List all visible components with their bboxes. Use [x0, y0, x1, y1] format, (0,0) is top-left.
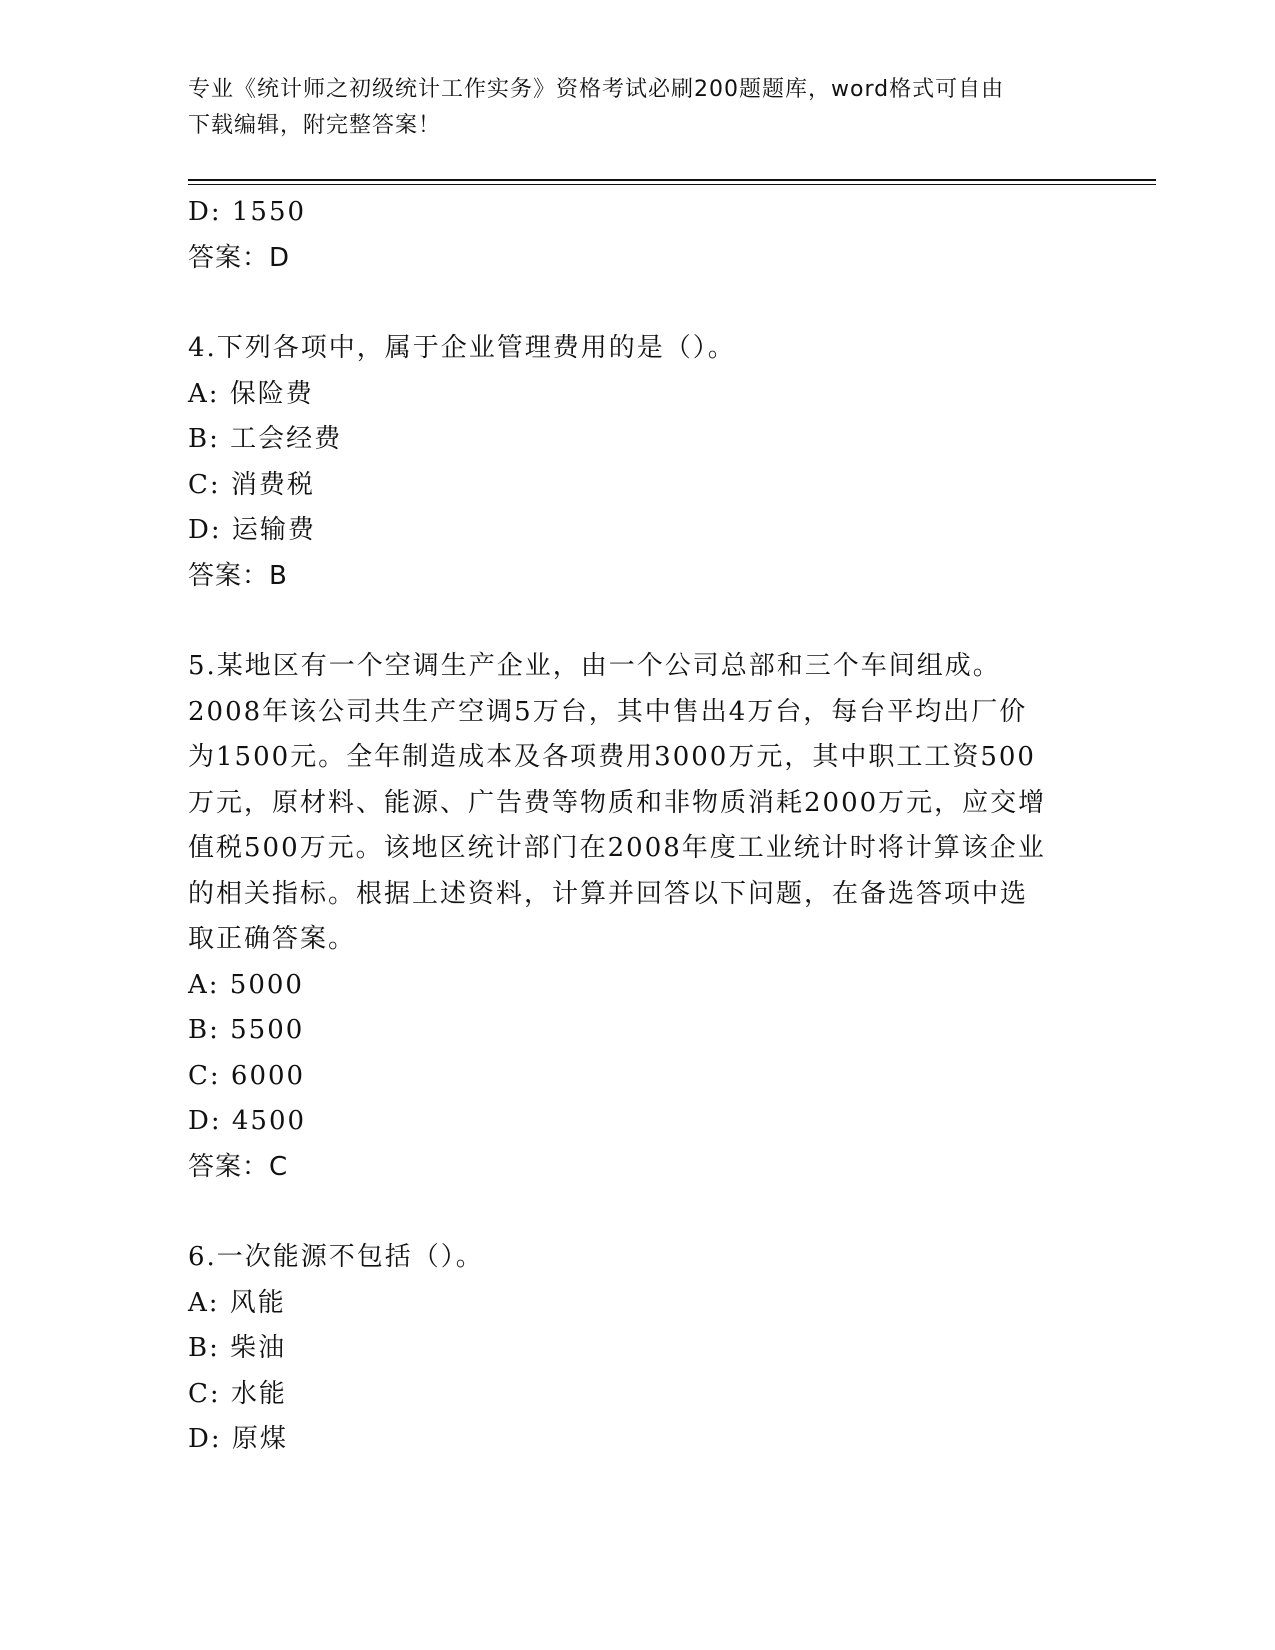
q5-option-d: D: 4500 [188, 1106, 307, 1136]
header-divider-thin [188, 184, 1156, 185]
q5-option-a: A: 5000 [188, 969, 304, 1000]
q6-option-c: C: 水能 [188, 1378, 287, 1409]
document-header [188, 72, 1088, 144]
q5-stem-line-1: 5.某地区有一个空调生产企业，由一个公司总部和三个车间组成。 [188, 651, 1001, 681]
q6-option-a: A: 风能 [188, 1287, 286, 1318]
q4-stem: 4.下列各项中，属于企业管理费用的是（）。 [188, 333, 736, 363]
question-content [188, 190, 1088, 1463]
q5-option-b: B: 5500 [188, 1015, 305, 1045]
q3-answer: 答案：D [188, 242, 291, 273]
q6-stem: 6.一次能源不包括（）。 [188, 1242, 484, 1272]
q6-option-b: B: 柴油 [188, 1333, 287, 1363]
q5-stem-line-6: 的相关指标。根据上述资料，计算并回答以下问题，在备选答项中选 [188, 878, 1029, 909]
q5-stem-line-4: 万元，原材料、能源、广告费等物质和非物质消耗2000万元，应交增 [188, 787, 1047, 818]
q3-option-d: D: 1550 [188, 197, 307, 227]
q5-answer: 答案：C [188, 1151, 289, 1182]
q4-option-c: C: 消费税 [188, 469, 315, 500]
header-divider [188, 179, 1156, 181]
q5-stem-line-3: 为1500元。全年制造成本及各项费用3000万元，其中职工工资500 [188, 742, 1036, 772]
q4-answer: 答案：B [188, 560, 288, 591]
q4-option-d: D: 运输费 [188, 515, 316, 545]
q5-stem-line-2: 2008年该公司共生产空调5万台，其中售出4万台，每台平均出厂价 [188, 696, 1028, 727]
q4-option-b: B: 工会经费 [188, 424, 343, 454]
q5-stem-line-7: 取正确答案。 [188, 924, 357, 954]
header-line-1: 专业《统计师之初级统计工作实务》资格考试必刷200题题库，word格式可自由 [188, 77, 1005, 102]
q5-stem-line-5: 值税500万元。该地区统计部门在2008年度工业统计时将计算该企业 [188, 833, 1046, 863]
q4-option-a: A: 保险费 [188, 378, 314, 409]
q6-option-d: D: 原煤 [188, 1424, 288, 1454]
header-line-2: 下载编辑，附完整答案！ [188, 113, 442, 138]
q5-option-c: C: 6000 [188, 1060, 306, 1091]
